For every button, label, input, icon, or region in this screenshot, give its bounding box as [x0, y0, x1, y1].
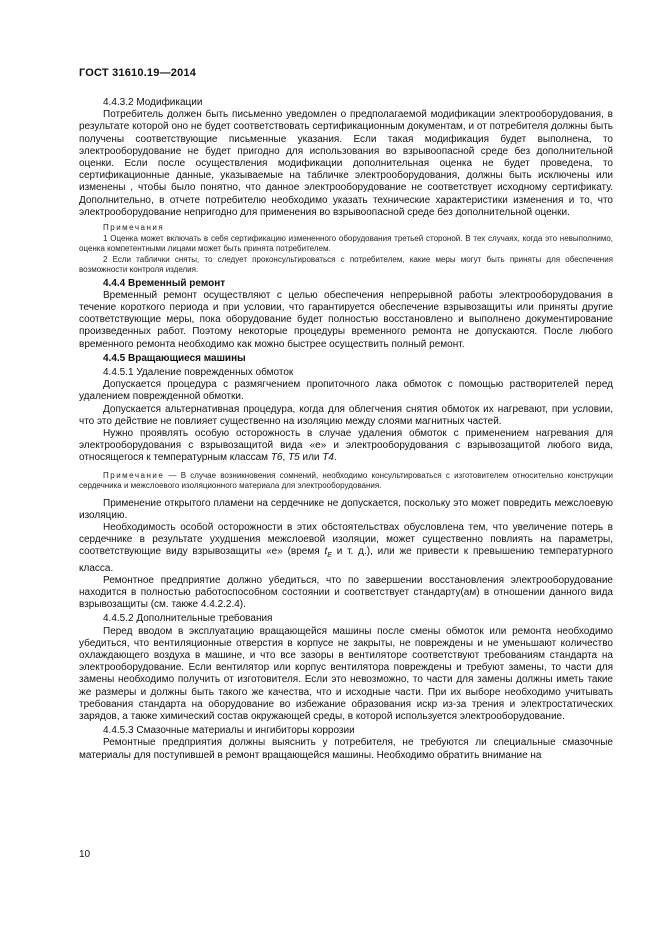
- temp-class-t5: T5: [288, 452, 300, 464]
- paragraph-repair-check: Ремонтное предприятие должно убедиться, что по завершении восстановления электрооборудование находится в полностью работоспособном состоянии и соответствует стандарту(ам) в отношении данного вида взрывозащиты (см. также 4.4.2.2.4).: [79, 574, 613, 611]
- core-losses-text-a: Необходимость особой осторожности в этих обстоятельствах обусловлена тем, что увеличение потерь в сердечнике в результате ухудшения межслоевой изоляции, может существенно повлиять на параметры, соответствующие виду взрывозащиты «е» (время: [79, 521, 613, 558]
- section-heading-4-4-5-2: 4.4.5.2 Дополнительные требования: [103, 613, 273, 625]
- paragraph-temporary-repair: Временный ремонт осуществляют с целью обеспечения непрерывной работы электрооборудования в течение короткого периода и при условии, что гарантируется обеспечение взрывозащиты или приняты другие соответствующие меры, пока оборудование будет полностью восстановлено и выполнено документирование произведенных работ. Поэтому некоторые процедуры временного ремонта не допускаются. После любого временного ремонта необходимо как можно быстрее осуществить полный ремонт.: [79, 289, 613, 350]
- note-manufacturer: [79, 471, 613, 492]
- page-number: 10: [79, 849, 91, 860]
- section-heading-4-4-4: 4.4.4 Временный ремонт: [103, 277, 226, 289]
- note-text: — В случае возникновения сомнений, необходимо консультироваться с изготовителем относительно конструкции сердечника и межслоевого изоляционного материала для электрооборудования.: [79, 470, 613, 491]
- conjunction: или: [302, 452, 320, 464]
- paragraph-solvents: Допускается процедура с размягчением пропиточного лака обмоток с помощью растворителей перед удалением поврежденной обмотки.: [79, 379, 613, 403]
- paragraph-lubricants: Ремонтные предприятия должны выяснить у потребителя, не требуются ли специальные смазочные материалы для поступившей в ремонт вращающейся машины. Необходимо обратить внимание на: [79, 737, 613, 761]
- separator: ,: [282, 452, 286, 464]
- note-label: Примечание: [103, 470, 165, 480]
- paragraph-caution-temp-classes: [79, 428, 613, 465]
- temp-class-t4: T4: [322, 452, 334, 464]
- paragraph-core-losses: [79, 522, 613, 575]
- paragraph-open-flame: Применение открытого пламени на сердечнике не допускается, поскольку это может повредить межслоевую изоляцию.: [79, 497, 613, 521]
- section-heading-4-4-5: 4.4.5 Вращающиеся машины: [103, 352, 246, 364]
- caution-text: Нужно проявлять особую осторожность в случае удаления обмоток с применением нагревания для электрооборудования с взрывозащитой вида «е» и электрооборудования с взрывозащитой любого вида, относящегося к температурным классам: [79, 427, 613, 464]
- section-heading-4-4-3-2: 4.4.3.2 Модификации: [103, 97, 203, 108]
- temp-class-t6: T6: [270, 452, 283, 464]
- time-te-symbol: $t_E$: [324, 546, 332, 560]
- period: .: [333, 452, 337, 464]
- standard-designation: ГОСТ 31610.19—2014: [79, 67, 197, 79]
- note-1: 1 Оценка может включать в себя сертификацию измененного оборудования третьей стороной. В тех случаях, когда это невыполнимо, оценка компетентными лицами может быть принята потребителем.: [79, 233, 613, 254]
- notes-title: Примечания: [103, 223, 165, 233]
- paragraph-heating: Допускается альтернативная процедура, когда для облегчения снятия обмоток их нагревают, при условии, что это действие не повлияет существенно на изоляцию между слоями магнитных частей.: [79, 403, 613, 427]
- note-2: 2 Если таблички сняты, то следует проконсультироваться с потребителем, какие меры могут быть приняты для обеспечения возможности контроля изделия.: [79, 254, 613, 275]
- paragraph-additional-requirements: Перед вводом в эксплуатацию вращающейся машины после смены обмоток или ремонта необходимо убедиться, что вентиляционные отверстия в корпусе не закрыты, не повреждены и не уменьшают количество охлаждающего воздуха в машине, и что все зазоры в вентиляторе соответствуют требованиям стандарта на электрооборудование. Если вентилятор или корпус вентилятора повреждены и требуют замены, то части для замены необходимо получить от изготовителя. Если это невозможно, то части для замены должны иметь такие же размеры и должны быть такого же качества, что и исходные части. При их выборе необходимо учитывать требования стандарта на оборудование во избежание образования искр из-за трения и электростатических зарядов, а также химический состав окружающей среды, в которой используется электрооборудование.: [79, 625, 613, 723]
- paragraph-modifications: Потребитель должен быть письменно уведомлен о предполагаемой модификации электрооборудования, в результате которой оно не будет соответствовать сертификационным документам, и от потребителя должны быть получены соответствующие письменные указания. Если такая модификация будет выполнена, то электрооборудование не будет пригодно для использования во взрывоопасной среде без дополнительной оценки. Если после осуществления модификации дополнительная оценка не будет проведена, то сертификационные данные, указываемые на табличке электрооборудования, должны быть исключены или изменены , чтобы было понятно, что данное электрооборудование не соответствует исходному сертификату. Дополнительно, в отчете потребителю необходимо указать технические характеристики изменения и то, что электрооборудование непригодно для применения во взрывоопасной среде без дополнительной оценки.: [79, 109, 613, 218]
- section-heading-4-4-5-1: 4.4.5.1 Удаление поврежденных обмоток: [103, 366, 294, 378]
- document-body: [79, 95, 613, 762]
- core-losses-text-b: и т. д.), или же привести к превышению температурного класса.: [79, 546, 614, 574]
- section-heading-4-4-5-3: 4.4.5.3 Смазочные материалы и ингибиторы коррозии: [103, 725, 355, 737]
